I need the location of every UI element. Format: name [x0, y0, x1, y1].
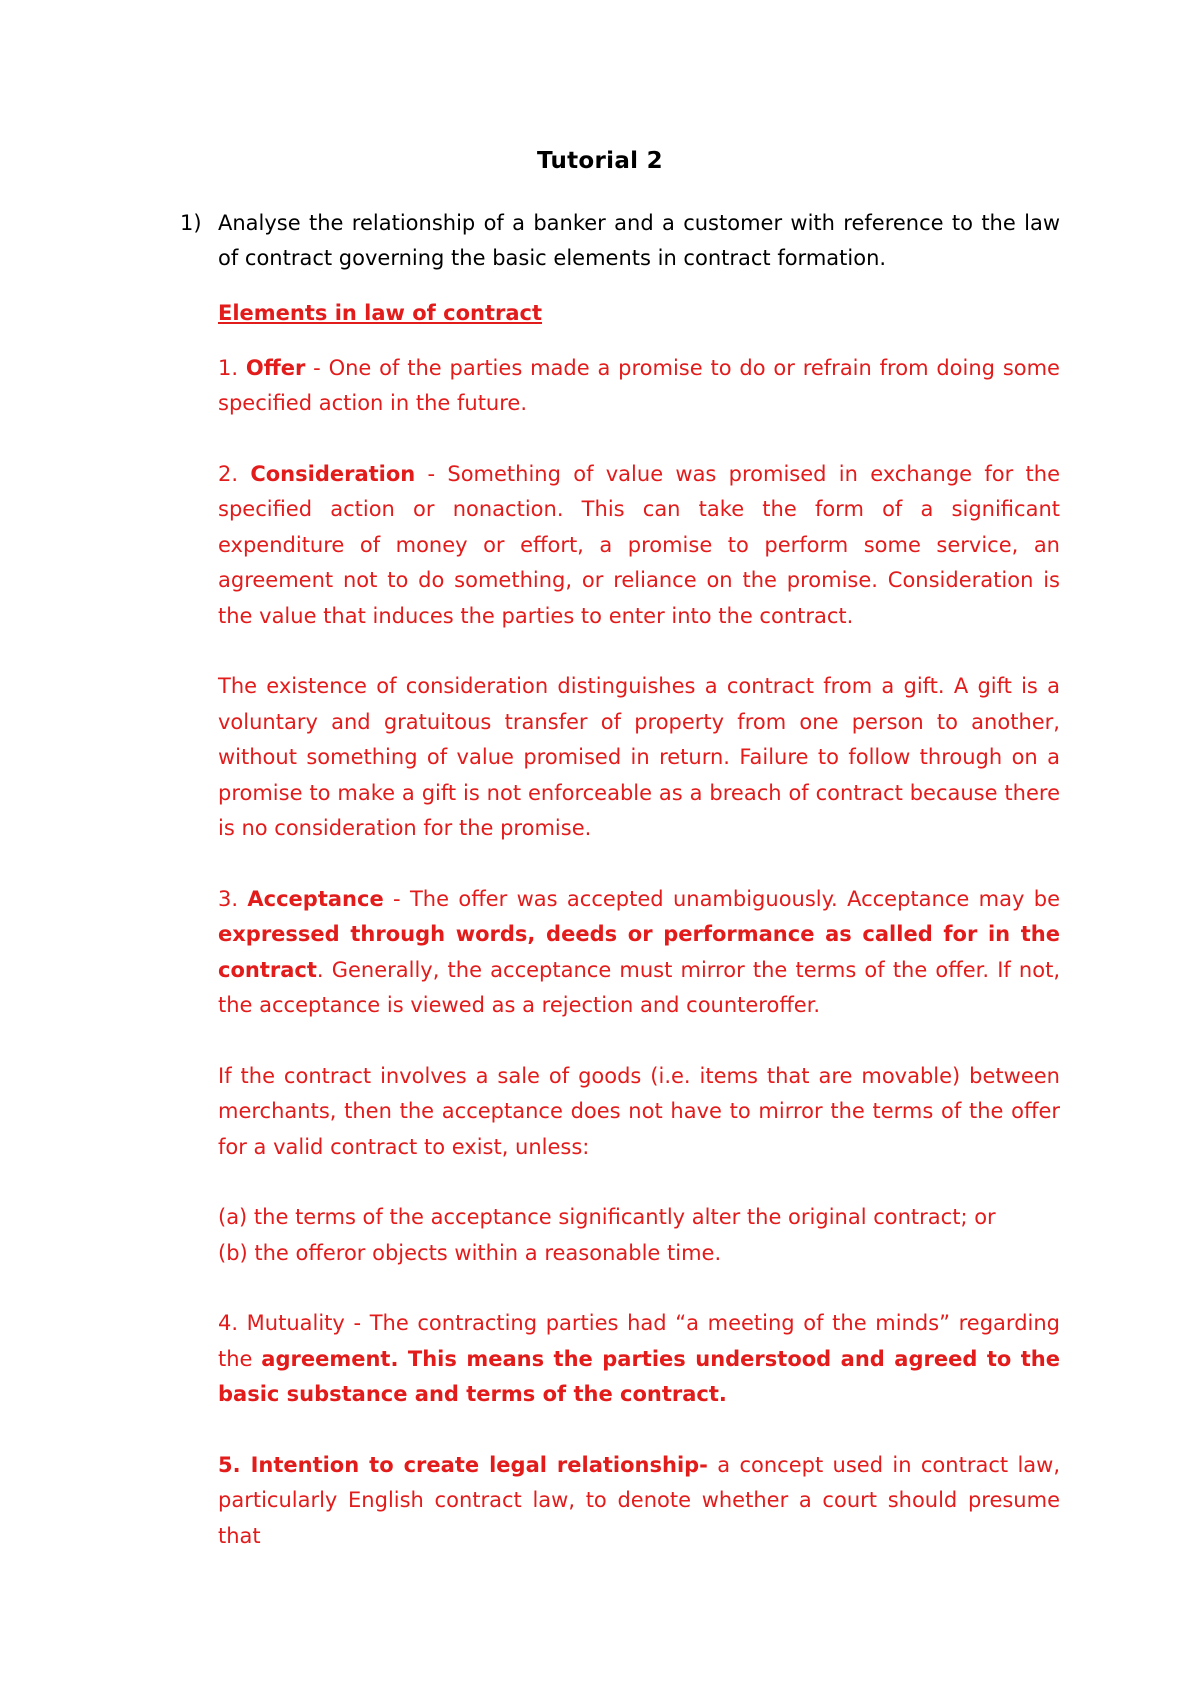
element-acceptance	[218, 882, 1060, 1024]
intention-term: 5. Intention to create legal relationship-	[218, 1452, 708, 1477]
offer-number: 1.	[218, 355, 239, 380]
question-text: Analyse the relationship of a banker and a customer with reference to the law of contract governing the basic elements in contract formation.	[218, 211, 1060, 270]
offer-term: Offer	[245, 355, 306, 380]
gift-paragraph: The existence of consideration distinguishes a contract from a gift. A gift is a voluntary and gratuitous transfer of property from one person to another, without something of value promised in return. Failure to follow through on a promise to make a gift is not enforceable as a breach of contract because there is no consideration for the promise.	[218, 674, 1060, 840]
consideration-number: 2.	[218, 461, 239, 486]
consideration-text: - Something of value was promised in exchange for the specified action or nonaction. This can take the form of a significant expenditure of money or effort, a promise to perform some service, an agreement not to do something, or reliance on the promise. Consideration is the value that induces the parties to enter into the contract.	[218, 461, 1060, 628]
acceptance-text-2: . Generally, the acceptance must mirror the terms of the offer. If not, the acceptance is viewed as a rejection and counteroffer.	[218, 957, 1060, 1017]
acceptance-bold: expressed through words, deeds or performance as called for in the contract	[218, 922, 1060, 982]
element-consideration	[218, 457, 1060, 635]
offer-text: - One of the parties made a promise to do or refrain from doing some specified action in the future.	[218, 355, 1060, 415]
element-intention	[218, 1448, 1060, 1555]
element-mutuality	[218, 1306, 1060, 1413]
document-title: Tutorial 2	[537, 148, 663, 174]
question-number: 1)	[180, 211, 202, 235]
goods-paragraph: If the contract involves a sale of goods (i.e. items that are movable) between merchants, then the acceptance does not have to mirror the terms of the offer for a valid contract to exist, unless:	[218, 1063, 1060, 1159]
mutuality-bold: agreement. This means the parties understood and agreed to the basic substance and terms of the contract.	[218, 1346, 1060, 1406]
element-offer	[218, 351, 1060, 422]
consideration-term: Consideration	[250, 461, 416, 486]
acceptance-text-1: - The offer was accepted unambiguously. Acceptance may be	[383, 886, 1060, 911]
acceptance-term: Acceptance	[247, 886, 384, 911]
condition-a: (a) the terms of the acceptance significantly alter the original contract; or	[218, 1205, 996, 1229]
condition-b: (b) the offeror objects within a reasonable time.	[218, 1240, 722, 1265]
section-heading: Elements in law of contract	[218, 301, 543, 325]
intention-text: a concept used in contract law, particularly English contract law, to denote whether a court should presume that	[218, 1452, 1061, 1548]
answer-body	[218, 296, 1060, 1589]
acceptance-number: 3.	[218, 886, 239, 911]
mutuality-text: 4. Mutuality - The contracting parties had “a meeting of the minds” regarding the	[218, 1311, 1060, 1371]
question-1	[180, 206, 1060, 276]
